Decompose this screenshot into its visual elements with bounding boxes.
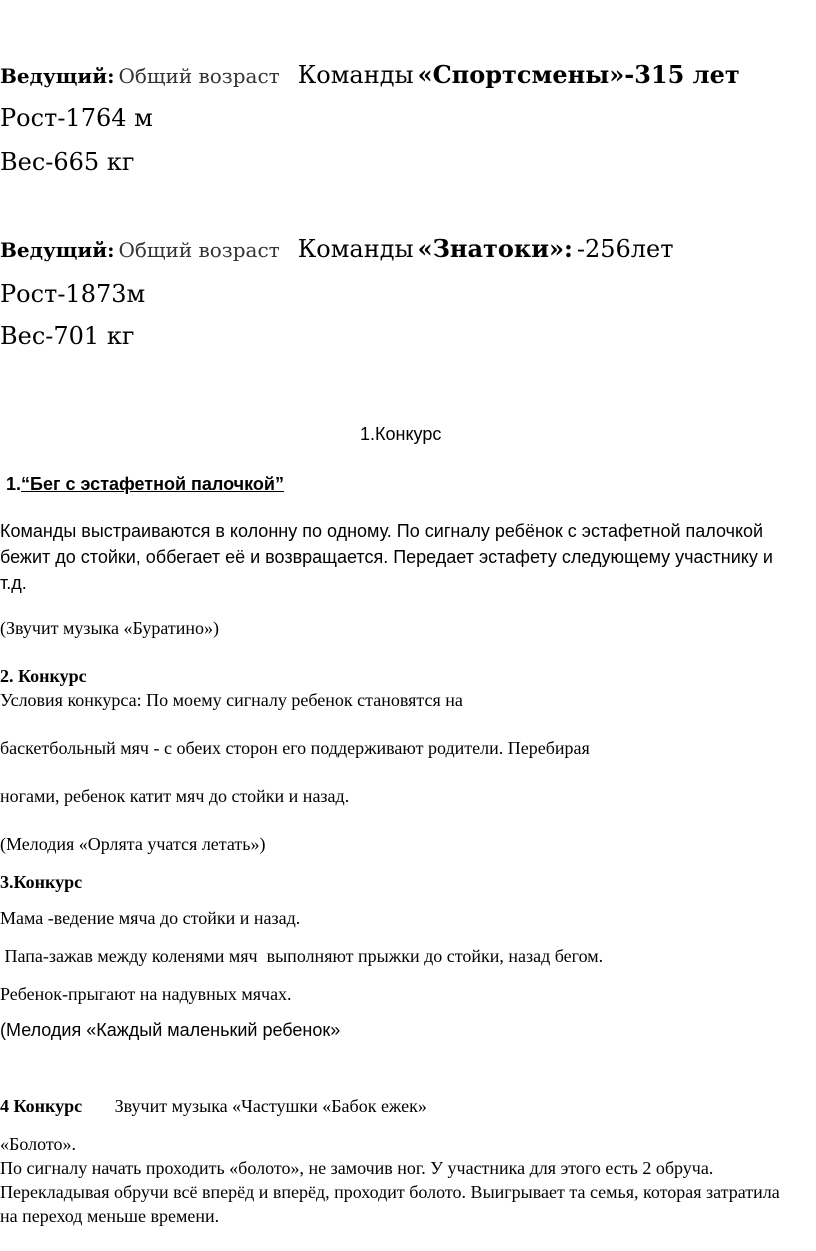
team2-height: Рост-1873м	[0, 280, 146, 308]
team-age-value: -256лет	[576, 235, 674, 263]
contest2-title-text: . Конкурс	[9, 666, 87, 686]
team-prefix: Команды	[297, 61, 414, 89]
contest2-music: (Мелодия «Орлята учатся летать»)	[0, 834, 266, 854]
host-label: Ведущий:	[0, 238, 115, 262]
contest1-subtitle	[6, 474, 284, 495]
contest3-dad: Папа-зажав между коленями мяч выполняют прыжки до стойки, назад бегом.	[0, 946, 604, 966]
contest2-line1: Условия конкурса: По моему сигналу ребенок становятся на	[0, 690, 463, 710]
contest4-desc: По сигналу начать проходить «болото», не замочив ног. У участника для этого есть 2 обруча. Перекладывая обручи всё вперёд и вперёд, проходит болото. Выигрывает та семья, которая затратила на переход меньше времени.	[0, 1158, 780, 1226]
team2-weight: Вес-701 кг	[0, 322, 135, 350]
contest4-name: «Болото».	[0, 1134, 76, 1154]
contest2-num: 2	[0, 666, 9, 686]
team1-height: Рост-1764 м	[0, 104, 153, 132]
contest4-title: 4 Конкурс	[0, 1096, 83, 1116]
contest2-line3: ногами, ребенок катит мяч до стойки и назад.	[0, 786, 350, 806]
team2-header	[0, 234, 674, 263]
team1-header	[0, 60, 740, 89]
contest1-subtitle-text: “Бег с эстафетной палочкой”	[21, 474, 284, 494]
age-label: Общий возраст	[118, 64, 280, 88]
age-label: Общий возраст	[118, 238, 280, 262]
contest1-heading: 1.Конкурс	[360, 424, 442, 444]
team-prefix: Команды	[297, 235, 414, 263]
contest2-title	[0, 666, 87, 687]
contest3-music: (Мелодия «Каждый маленький ребенок»	[0, 1020, 341, 1040]
team1-weight: Вес-665 кг	[0, 148, 135, 176]
contest3-mom: Мама -ведение мяча до стойки и назад.	[0, 908, 301, 928]
contest2-line2: баскетбольный мяч - с обеих сторон его поддерживают родители. Перебирая	[0, 738, 590, 758]
team-name: «Спортсмены»-315 лет	[417, 60, 740, 89]
contest3-child: Ребенок-прыгают на надувных мячах.	[0, 984, 292, 1004]
contest3-title: 3.Конкурс	[0, 872, 83, 892]
contest1-desc: Команды выстраиваются в колонну по одному. По сигналу ребёнок с эстафетной палочкой бежит до стойки, оббегает её и возвращается. Передает эстафету следующему участнику и т.д.	[0, 521, 773, 593]
contest1-subtitle-num: 1.	[6, 474, 22, 494]
contest4-header	[0, 1096, 427, 1117]
contest4-music: Звучит музыка «Частушки «Бабок ежек»	[114, 1096, 427, 1116]
host-label: Ведущий:	[0, 64, 115, 88]
contest1-music: (Звучит музыка «Буратино»)	[0, 618, 220, 638]
team-name: «Знатоки»:	[417, 234, 573, 263]
